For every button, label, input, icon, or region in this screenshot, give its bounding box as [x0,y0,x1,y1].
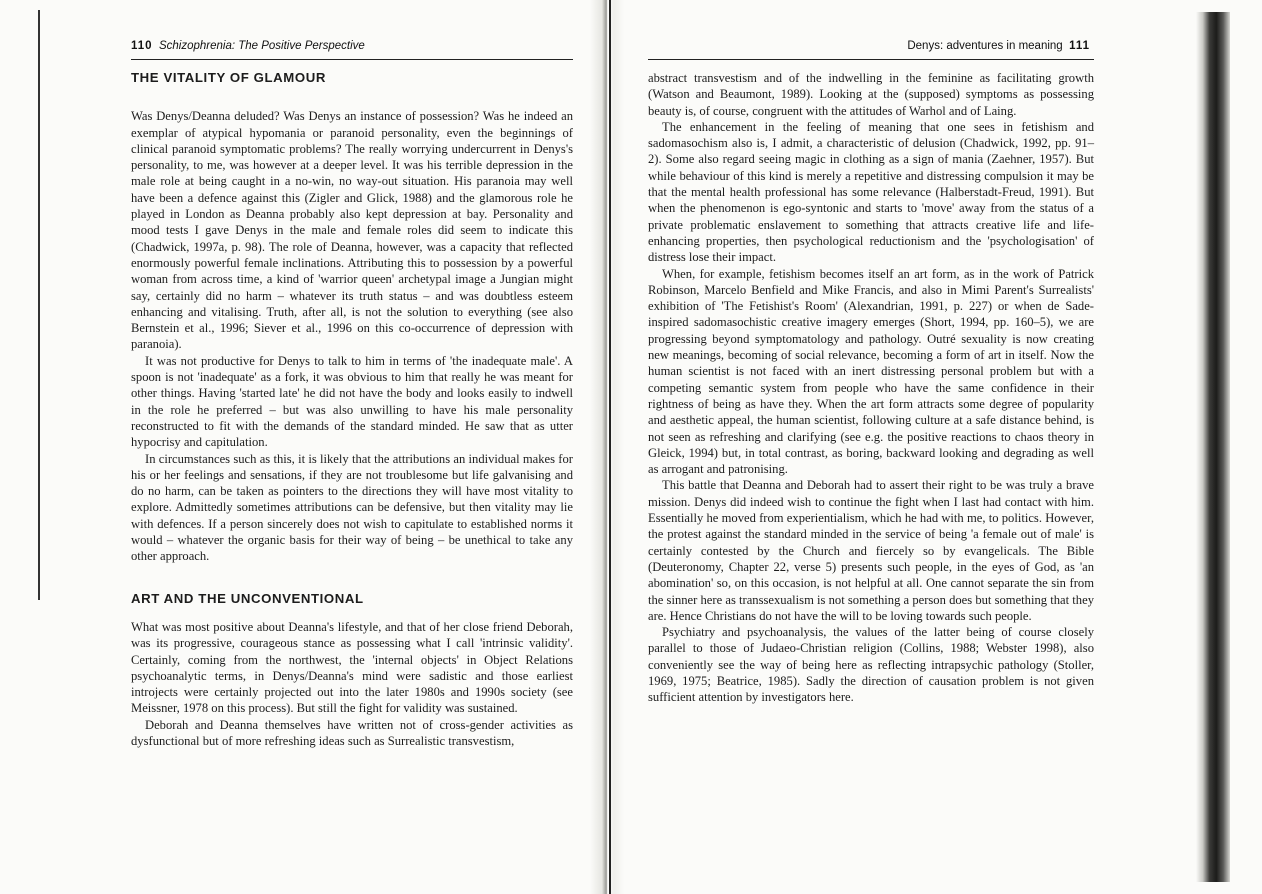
left-running-head [131,40,365,52]
paragraph: It was not productive for Denys to talk to him in terms of 'the inadequate male'. A spoon is not 'inadequate' as a fork, it was obvious to him that really he was meant for other things. Having 'started late' he did not have the body and looks easily to indwell in the role he preferred – but was also unwilling to have his male personality reconstructed to fit with the demands of the standard minded. He saw that as utter hypocrisy and capitulation. [131,353,573,450]
section-heading-vitality-of-glamour: THE VITALITY OF GLAMOUR [131,70,326,85]
right-running-head [892,40,1090,52]
section-heading-art-and-unconventional: ART AND THE UNCONVENTIONAL [131,590,364,606]
paragraph: When, for example, fetishism becomes itself an art form, as in the work of Patrick Robinson, Marcelo Benfield and Mike Francis, and also in Mimi Parent's Surrealists' exhibition of 'The Fetishist's Room' (Alexandrian, 1991, p. 227) or when de Sade-inspired sadomasochistic creative imagery emerges (Short, 1994, pp. 160–5), we are progressing beyond symptomatology and pathology. Outré sexuality is now creating new meanings, becoming of social relevance, becoming a form of art in itself. Now the human scientist is not faced with an inert distressing personal problem but with a competing semantic system from people who have the same confidence in their rightness of being as have they. When the art form attracts some degree of popularity and aesthetic appeal, the human scientist, following culture at a safe distance behind, is not seen as refreshing and clarifying (see e.g. the positive reactions to chaos theory in Gleick, 1994) but, in total contrast, as boring, backward looking and degrading as well as arrogant and patronising. [648,266,1094,477]
paragraph: Psychiatry and psychoanalysis, the values of the latter being of course closely parallel to those of Judaeo-Christian religion (Collins, 1988; Webster 1998), also conveniently see the way of being here as reflecting intrapsychic pathology (Stoller, 1969, 1975; Beatrice, 1985). Sadly the direction of causation problem is not given sufficient attention by investigators here. [648,625,1094,705]
left-page-number: 110 [131,40,153,52]
paragraph: In circumstances such as this, it is likely that the attributions an individual makes for his or her feelings and sensations, if they are not troublesome but life galvanising and do no harm, can be taken as pointers to the directions they will have most vitality to explore. Admittedly sometimes attributions can be defensive, but then vitality may lie with defences. If a person sincerely does not wish to capitulate to established norms it would – whatever the organic basis for their way of being – be unethical to take any other approach. [131,451,573,564]
left-header-rule [131,59,573,60]
paragraph: Was Denys/Deanna deluded? Was Denys an instance of possession? Was he indeed an exemplar of atypical hypomania or paranoid personality, even the beginnings of clinical paranoid symptomatic problems? The really worrying undercurrent in Denys's personality, to me, was however at a deeper level. It was his terrible depression in the male role at being caught in a no-win, no way-out situation. His paranoia may well have been a defence against this (Zigler and Glick, 1988) and the glamorous role he played in London as Deanna probably also kept depression at bay. Personality and mood tests I gave Denys in the male and female roles did seem to indicate this (Chadwick, 1997a, p. 98). The role of Deanna, however, was a capacity that reflected enormously powerful female inclinations. Attributing this to possession by a powerful woman from across time, a kind of 'warrior queen' archetypal image a Jungian might say, certainly did no harm – whatever its truth status – and was doubtless esteem enhancing and vitalising. Truth, after all, is not the solution to everything (see also Bernstein et al., 1996; Siever et al., 1996 on this co-occurrence of depression with paranoia). [131,109,573,352]
left-running-title: Schizophrenia: The Positive Perspective [158,40,365,52]
left-page [0,0,612,894]
right-running-title: Denys: adventures in meaning [907,40,1063,52]
paragraph: The enhancement in the feeling of meaning that one sees in fetishism and sadomasochism also is, I admit, a characteristic of delusion (Chadwick, 1992, pp. 91–2). Some also regard seeing magic in clothing as a sign of mania (Zaehner, 1957). But while behaviour of this kind is merely a repetitive and distressing compulsion it may be that the mental health professional has some relevance (Halberstadt-Freud, 1991). But when the phenomenon is ego-syntonic and starts to 'move' away from the status of a private problematic enslavement to something that attracts creative life and life-enhancing properties, then psychological reductionism and the 'psychologisation' of distress lose their impact. [648,119,1094,265]
right-page-number: 111 [1069,40,1090,52]
paragraph: abstract transvestism and of the indwelling in the feminine as facilitating growth (Watson and Beaumont, 1989). Looking at the (supposed) symptoms as possessing beauty is, of course, congruent with the attitudes of Warhol and of Laing. [648,71,1094,118]
left-text-column [131,70,573,749]
right-text-column [648,70,1094,706]
paragraph: What was most positive about Deanna's lifestyle, and that of her close friend Deborah, was its progressive, courageous stance as possessing what I call 'intrinsic validity'. Certainly, coming from the northwest, the 'internal objects' in Object Relations psychoanalytic terms, in Denys/Deanna's mind were sadistic and those earliest introjects were certainly projected out into the later 1980s and 1990s society (see Meissner, 1978 on this process). But still the fight for validity was sustained. [131,619,573,716]
paragraph: This battle that Deanna and Deborah had to assert their right to be was truly a brave mission. Denys did indeed wish to continue the fight when I last had contact with him. Essentially he moved from experientialism, which he had with me, to politics. However, the protest against the standard minded in the service of being 'a female out of male' is certainly contested by the Church and fiercely so by evangelicals. The Bible (Deuteronomy, Chapter 22, verse 5) presents such people, in the eyes of God, as 'an abomination' so, on this occasion, is not helpful at all. One cannot separate the sin from the sinner here as transsexualism is not something a person does but something that they are. Hence Christians do not have the will to be loving towards such people. [648,478,1094,623]
paragraph: Deborah and Deanna themselves have written not of cross-gender activities as dysfunctional but of more refreshing ideas such as Surrealistic transvestism, [131,717,573,748]
right-header-rule [648,59,1094,60]
right-page [612,0,1262,894]
